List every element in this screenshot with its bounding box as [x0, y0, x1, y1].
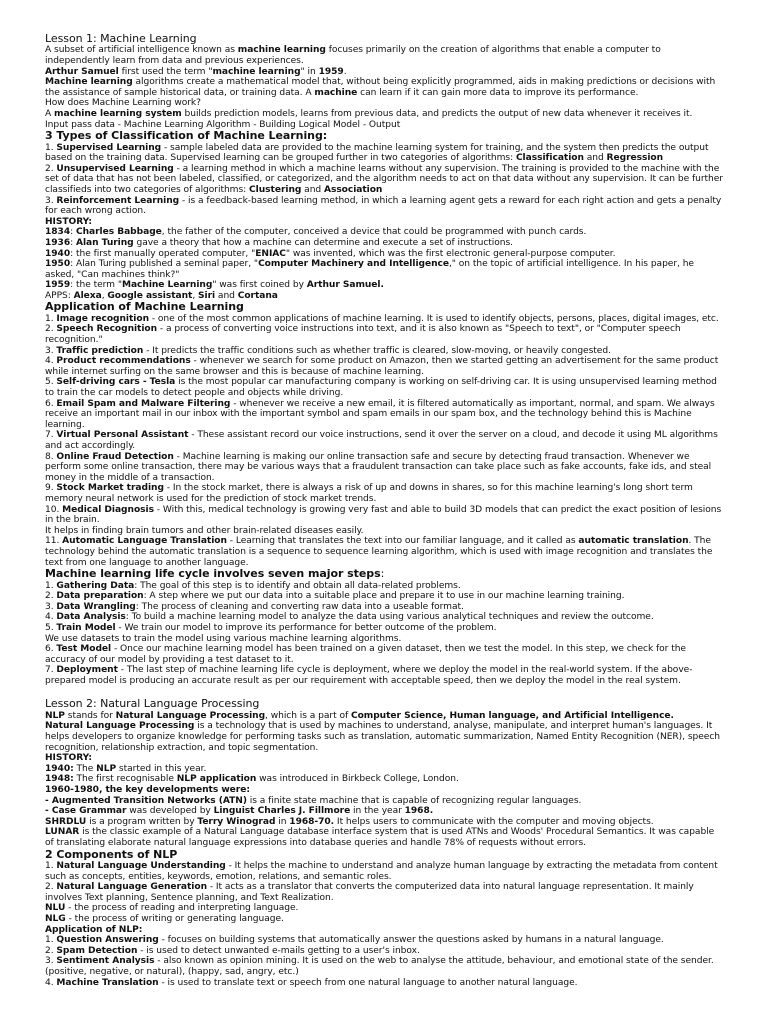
text-run: : A step where we put our data into a suitable place and prepare it to use in our machine learning training. [143, 591, 625, 602]
text-run: - In the stock market, there is always a risk of up and downs in shares, so for this machine learning's long short term memory neural network is used for the prediction of stock market trends. [45, 483, 693, 504]
text-run: 1. [45, 861, 57, 871]
text-run: 4. [45, 356, 57, 367]
bold-text-run: Linguist Charles J. Fillmore [213, 806, 351, 817]
bold-text-run: Self-driving cars - Tesla [56, 377, 176, 388]
text-run: 1. [45, 935, 57, 946]
text-run: - It predicts the traffic conditions such as whether traffic is cleared, slow-moving, or heavily congested. [143, 345, 611, 356]
paragraph [45, 644, 725, 665]
text-run: . [343, 66, 347, 77]
bold-text-run: 1940: [45, 763, 74, 774]
paragraph [45, 602, 725, 613]
text-run: A subset of artificial intelligence known as [45, 45, 238, 56]
text-run: : Alan Turing published a seminal paper, " [70, 259, 259, 270]
bold-text-run: 1936 [45, 237, 71, 248]
text-run: algorithms create a mathematical model that, without being explicitly programmed, aids in making predictions or decisions with the assistance of sample historical data, or training data. A [45, 77, 716, 98]
text-run: 2. [45, 882, 57, 893]
text-run: 5. [45, 622, 57, 633]
text-run: , [192, 290, 198, 301]
bold-text-run: Gathering Data [56, 580, 135, 591]
paragraph [45, 861, 725, 882]
text-run: and [215, 290, 238, 301]
text-run: - The last step of machine learning life cycle is deployment, where we deploy the model in the real-world system. If the above-prepared model is producing an accurate result as per our requirement with acceptable speed, then we deploy the model in the real system. [45, 665, 693, 686]
text-run: : The goal of this step is to identify and obtain all data-related problems. [134, 580, 461, 591]
bold-text-run: Automatic Language Translation [62, 536, 227, 547]
bold-text-run: NLP application [176, 774, 257, 785]
paragraph [45, 217, 725, 228]
text-run: - focuses on building systems that automatically answer the questions asked by humans in a natural language. [158, 935, 664, 946]
bold-text-run: Natural Language Understanding [56, 861, 226, 871]
text-run: , which is a part of [265, 710, 351, 721]
bold-text-run: Traffic prediction [56, 345, 144, 356]
paragraph [45, 665, 725, 686]
paragraph [45, 903, 725, 914]
paragraph [45, 978, 725, 989]
paragraph [45, 946, 725, 957]
paragraph [45, 774, 725, 785]
text-run: 2. [45, 163, 57, 174]
text-run: " in [300, 66, 319, 77]
bold-text-run: Natural Language Generation [56, 882, 207, 893]
section-heading [45, 130, 725, 142]
text-run: is a finite state machine that is capable of recognizing regular languages. [246, 795, 582, 806]
text-run: " was invented, which was the first electronic general-purpose computer. [285, 248, 616, 259]
bold-text-run: NLP [45, 710, 65, 721]
bold-text-run: Application of NLP: [45, 924, 143, 935]
bold-text-run: Google assistant [107, 290, 193, 301]
paragraph [45, 45, 725, 66]
bold-text-run: HISTORY: [45, 216, 93, 227]
text-run: 7. [45, 430, 57, 441]
text-run: - Learning that translates the text into our familiar language, and it called as [226, 536, 579, 547]
bold-text-run: NLG [45, 913, 66, 924]
text-run: 1. [45, 142, 57, 153]
paragraph [45, 753, 725, 764]
bold-text-run: Cortana [237, 290, 278, 301]
text-run: 3. [45, 601, 57, 612]
text-run: can learn if it can gain more data to improve its performance. [357, 87, 639, 98]
bold-text-run: Online Fraud Detection [56, 451, 174, 462]
bold-text-run: Speech Recognition [56, 324, 158, 335]
bold-text-run: Data Analysis [56, 612, 126, 623]
paragraph [45, 764, 725, 775]
bold-text-run: Classification [515, 153, 584, 164]
section-heading [45, 698, 725, 710]
bold-text-run: 2 Components of NLP [45, 847, 178, 861]
bold-text-run: 1959 [318, 66, 344, 77]
section-heading [45, 33, 725, 45]
bold-text-run: NLU [45, 903, 66, 914]
text-run: , [101, 290, 108, 301]
paragraph [45, 956, 725, 977]
paragraph [45, 806, 725, 817]
paragraph [45, 711, 725, 722]
bold-text-run: Train Model [56, 622, 116, 633]
bold-text-run: 1940 [45, 248, 71, 259]
bold-text-run: Regression [606, 153, 664, 164]
text-run: A [45, 108, 55, 119]
bold-text-run: Arthur Samuel. [306, 280, 384, 291]
paragraph [45, 914, 725, 925]
bold-text-run: 1950 [45, 259, 71, 270]
bold-text-run: 1834 [45, 227, 71, 238]
bold-text-run: Computer Machinery and Intelligence [258, 259, 449, 270]
bold-text-run: 1948: [45, 774, 74, 785]
text-run: 1. [45, 313, 57, 324]
bold-text-run: Machine learning life cycle involves seven major steps [45, 567, 381, 581]
paragraph [45, 935, 725, 946]
text-run: - whenever we search for some product on Amazon, then we started getting an advertisement for the same product while internet surfing on the same browser and this is because of machine learning. [45, 356, 719, 377]
text-run: " was first coined by [212, 280, 307, 291]
text-run: - the process of reading and interpreting language. [65, 903, 299, 914]
paragraph [45, 227, 725, 238]
bold-text-run: Charles Babbage [75, 227, 162, 238]
text-run: - is a feedback-based learning method, in which a learning agent gets a reward for each right action and gets a penalty for each wrong action. [45, 195, 722, 217]
text-run: . The technology behind the automatic translation is a sequence to sequence learning algorithm, which is used with image recognition and translates the text from one language to another language. [45, 536, 713, 568]
text-run: How does Machine Learning work? [45, 98, 201, 109]
bold-text-run: Email Spam and Malware Filtering [56, 398, 231, 409]
text-run: Lesson 2: Natural Language Processing [45, 697, 260, 711]
text-run: : [70, 227, 76, 238]
document-page [45, 33, 725, 988]
text-run: 1. [45, 580, 57, 591]
text-run: 10. [45, 504, 63, 515]
section-heading [45, 849, 725, 861]
paragraph [45, 827, 725, 848]
bold-text-run: Siri [198, 290, 216, 301]
paragraph [45, 280, 725, 291]
paragraph [45, 581, 725, 592]
text-run: The first recognisable [73, 774, 177, 785]
paragraph [45, 591, 725, 602]
bold-text-run: Product recommendations [56, 356, 191, 367]
bold-text-run: Data preparation [56, 591, 144, 602]
paragraph [45, 452, 725, 484]
paragraph [45, 164, 725, 196]
text-run: 2. [45, 324, 57, 335]
bold-text-run: Alexa [73, 290, 102, 301]
bold-text-run: Alan Turing [75, 237, 134, 248]
section-heading [45, 568, 725, 580]
text-run: 3. [45, 345, 57, 356]
bold-text-run: Reinforcement Learning [56, 195, 180, 206]
bold-text-run: Machine learning [45, 77, 133, 88]
paragraph [45, 67, 725, 78]
paragraph [45, 796, 725, 807]
paragraph [45, 817, 725, 828]
text-run: We use datasets to train the model using various machine learning algorithms. [45, 633, 402, 644]
text-run: focuses primarily on the creation of algorithms that enable a computer to independently learn from data and previous experiences. [45, 45, 661, 66]
text-run: was introduced in Birkbeck College, London. [256, 774, 459, 785]
text-run: - These assistant record our voice instructions, send it over the server on a cloud, and decode it using ML algorithms and act accordingly. [45, 430, 718, 451]
bold-text-run: - Case Grammar [45, 806, 127, 817]
text-run: : [380, 567, 385, 581]
paragraph [45, 98, 725, 109]
text-run: Lesson 1: Machine Learning [45, 32, 197, 45]
bold-text-run: LUNAR [45, 827, 80, 838]
section-heading [45, 301, 725, 313]
bold-text-run: NLP [96, 763, 117, 774]
text-run: - sample labeled data are provided to the machine learning system for training, and the system then predicts the output based on the training data. Supervised learning can be grouped further in two categories of algorithms: [45, 142, 709, 164]
paragraph [45, 925, 725, 936]
text-run: : the term " [70, 280, 122, 291]
paragraph [45, 314, 725, 325]
paragraph [45, 109, 725, 120]
paragraph [45, 346, 725, 357]
bold-text-run: 1959 [45, 280, 71, 291]
text-run: - With this, medical technology is growing very fast and able to build 3D models that can predict the exact position of lesions in the brain. [45, 504, 722, 526]
text-run: - whenever we receive a new email, it is filtered automatically as important, normal, and spam. We always receive an important mail in our inbox with the important symbol and spam emails in our spam box, and the technology behind this is Machine learning. [45, 398, 715, 430]
text-run: in [275, 816, 290, 827]
text-run: 9. [45, 483, 57, 494]
text-run: : the first manually operated computer, " [70, 248, 256, 259]
bold-text-run: Terry Winograd [197, 816, 276, 827]
text-run: - Once our machine learning model has been trained on a given dataset, then we test the model. In this step, we check for the accuracy of our model by providing a test dataset to it. [45, 644, 686, 665]
text-run: 11. [45, 536, 63, 547]
text-run: first used the term " [118, 66, 213, 77]
paragraph [45, 785, 725, 796]
paragraph [45, 399, 725, 431]
bold-text-run: Arthur Samuel [45, 66, 119, 77]
text-run: It helps users to communicate with the computer and moving objects. [334, 816, 654, 827]
paragraph [45, 377, 725, 398]
paragraph [45, 612, 725, 623]
text-run: is a program written by [86, 816, 198, 827]
bold-text-run: machine learning system [54, 108, 182, 119]
paragraph [45, 623, 725, 634]
paragraph [45, 526, 725, 537]
bold-text-run: ENIAC [255, 248, 286, 259]
bold-text-run: Natural Language Processing [45, 721, 195, 732]
text-run: - is used to translate text or speech from one natural language to another natural language. [158, 977, 578, 988]
bold-text-run: Machine Learning [121, 280, 213, 291]
paragraph [45, 143, 725, 164]
text-run: and [301, 184, 324, 195]
bold-text-run: Virtual Personal Assistant [56, 430, 189, 441]
text-run: - We train our model to improve its performance for better outcome of the problem. [115, 622, 497, 633]
bold-text-run: Image recognition [56, 313, 149, 324]
bold-text-run: Test Model [56, 644, 112, 655]
bold-text-run: Machine Translation [56, 977, 159, 988]
bold-text-run: automatic translation [578, 536, 689, 547]
text-run: - a learning method in which a machine learns without any supervision. The training is provided to the machine with the set of data that has not been labeled, classified, or categorized, and the algorithm needs to act on that data without any supervision. It can be further classifieds into two categories of algorithms: [45, 163, 723, 195]
text-run: - one of the most common applications of machine learning. It is used to identify objects, persons, places, digital images, etc. [149, 313, 719, 324]
paragraph [45, 536, 725, 568]
bold-text-run: 1968-70. [289, 816, 335, 827]
paragraph [45, 505, 725, 526]
text-run: 2. [45, 945, 57, 956]
text-run: is the most popular car manufacturing company is working on self-driving car. It is using unsupervised learning method to train the car models to detect people and objects while driving. [45, 377, 717, 399]
paragraph [45, 721, 725, 753]
bold-text-run: Application of Machine Learning [45, 300, 244, 314]
bold-text-run: Clustering [249, 184, 302, 195]
paragraph [45, 77, 725, 98]
text-run: started in this year. [116, 763, 207, 774]
text-run: The [73, 763, 97, 774]
bold-text-run: Medical Diagnosis [62, 504, 154, 515]
paragraph [45, 324, 725, 345]
text-run: Input pass data - Machine Learning Algorithm - Building Logical Model - Output [45, 119, 401, 130]
text-run: : To build a machine learning model to analyze the data using various analytical techniques and review the outcome. [125, 612, 654, 623]
text-run: in the year [350, 806, 405, 817]
bold-text-run: machine learning [212, 66, 301, 77]
text-run: 6. [45, 644, 57, 655]
text-run: gave a theory that how a machine can determine and execute a set of instructions. [133, 237, 514, 248]
bold-text-run: Natural Language Processing [115, 710, 266, 721]
bold-text-run: machine [314, 87, 358, 98]
text-run: 4. [45, 612, 57, 623]
bold-text-run: Computer Science, Human language, and Artificial Intelligence. [350, 710, 674, 721]
text-run: 8. [45, 451, 57, 462]
text-run: 6. [45, 398, 57, 409]
text-run: - also known as opinion mining. It is used on the web to analyse the attitude, behaviour, and emotional state of the sender. (positive, negative, or natural), (happy, sad, angry, etc.) [45, 956, 714, 977]
bold-text-run: Unsupervised Learning [56, 163, 174, 174]
text-run: 4. [45, 977, 57, 988]
bold-text-run: - Augmented Transition Networks (ATN) [45, 795, 247, 806]
bold-text-run: Supervised Learning [56, 142, 162, 153]
bold-text-run: Deployment [56, 665, 118, 676]
text-run: : The process of cleaning and converting raw data into a useable format. [135, 601, 464, 612]
bold-text-run: Question Answering [56, 935, 159, 946]
text-run: is a technology that is used by machines to understand, analyse, manipulate, and interpret human's languages. It helps developers to organize knowledge for performing tasks such as translation, automatic summarization, Named Entity Recognition (NER), speech recognition, relationship extraction, and topic segmentation. [45, 721, 721, 753]
text-run: 7. [45, 665, 57, 676]
paragraph [45, 882, 725, 903]
text-run: - Machine learning is making our online transaction safe and secure by detecting fraud transaction. Whenever we perform some online transaction, there may be various ways that a fraudulent transaction can take place such as fake accounts, fake ids, and steal money in the middle of a transaction. [45, 451, 712, 483]
text-run: : [70, 237, 76, 248]
bold-text-run: machine learning [237, 45, 326, 56]
paragraph [45, 356, 725, 377]
text-run: - is used to detect unwanted e-mails getting to a user's inbox. [137, 945, 420, 956]
text-run: and [583, 153, 607, 164]
text-run: 5. [45, 377, 57, 388]
text-run: - the process of writing or generating language. [65, 913, 284, 924]
bold-text-run: HISTORY: [45, 753, 93, 764]
bold-text-run: Stock Market trading [56, 483, 164, 494]
bold-text-run: Sentiment Analysis [56, 956, 155, 967]
paragraph [45, 259, 725, 280]
text-run: 2. [45, 591, 57, 602]
bold-text-run: Spam Detection [56, 945, 138, 956]
bold-text-run: 3 Types of Classification of Machine Learning: [45, 129, 328, 143]
text-run: was developed by [126, 806, 214, 817]
text-run: , the father of the computer, conceived a device that could be programmed with punch cards. [161, 227, 587, 238]
text-run: stands for [64, 710, 116, 721]
bold-text-run: 1968. [404, 806, 434, 817]
bold-text-run: Association [323, 184, 383, 195]
text-run: - a process of converting voice instructions into text, and it is also known as "Speech to text", or "Computer speech recognition." [45, 324, 681, 346]
bold-text-run: SHRDLU [45, 816, 87, 827]
text-run: ," on the topic of artificial intelligence. In his paper, he asked, "Can machines think?" [45, 259, 694, 280]
text-run: builds prediction models, learns from previous data, and predicts the output of new data whenever it receives it. [181, 108, 693, 119]
text-run: 3. [45, 956, 57, 967]
paragraph [45, 196, 725, 217]
paragraph [45, 430, 725, 451]
text-run: is the classic example of a Natural Language database interface system that is used ATNs and Woods' Procedural Semantics. It was capable of translating elaborate natural language expressions into database queries and handle 78% of requests without errors. [45, 827, 715, 848]
paragraph [45, 634, 725, 645]
text-run: - It helps the machine to understand and analyze human language by extracting the metadata from content such as concepts, entities, keywords, emotion, relations, and semantic roles. [45, 861, 718, 882]
bold-text-run: Data Wrangling [56, 601, 136, 612]
text-run: - It acts as a translator that converts the computerized data into natural language representation. It mainly involves Text planning, Sentence planning, and Text Realization. [45, 882, 694, 903]
paragraph [45, 249, 725, 260]
bold-text-run: 1960-1980, the key developments were: [45, 785, 250, 796]
text-run: It helps in finding brain tumors and other brain-related diseases easily. [45, 525, 364, 536]
paragraph [45, 238, 725, 249]
paragraph [45, 483, 725, 504]
text-run: APPS: [45, 290, 74, 301]
text-run: 3. [45, 195, 57, 206]
